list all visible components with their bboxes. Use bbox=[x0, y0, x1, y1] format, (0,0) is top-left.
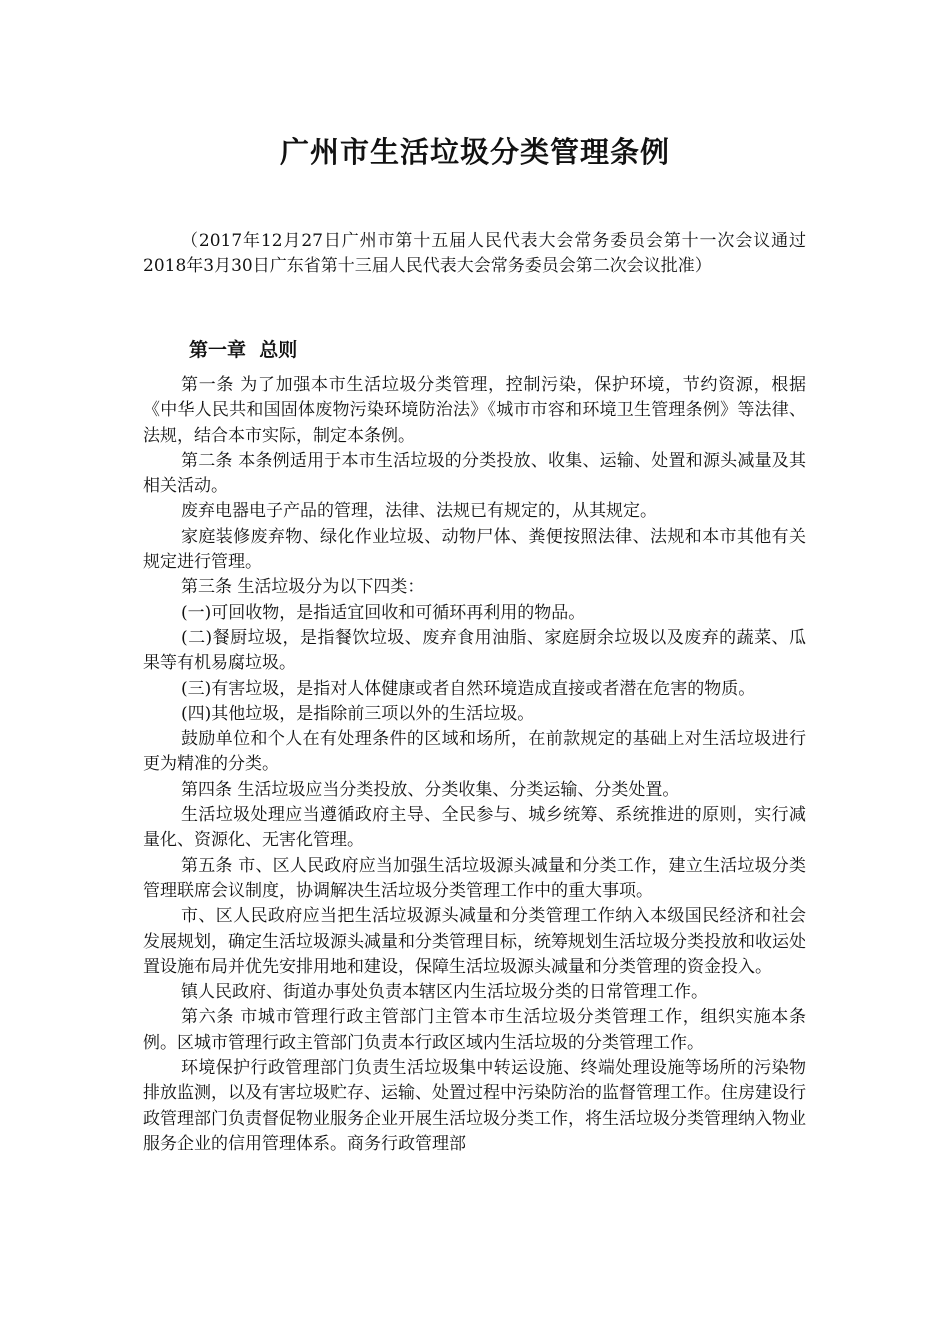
paragraph: (四)其他垃圾，是指除前三项以外的生活垃圾。 bbox=[181, 703, 535, 724]
paragraph: 家庭装修废弃物、绿化作业垃圾、动物尸体、粪便按照法律、法规和本市其他有关规定进行管理。 bbox=[143, 526, 806, 573]
paragraph: 第一条 为了加强本市生活垃圾分类管理，控制污染，保护环境，节约资源，根据《中华人民共和国固体废物污染环境防治法》《城市市容和环境卫生管理条例》等法律、法规，结合本市实际，制定本条例。 bbox=[143, 375, 806, 446]
paragraph: 第六条 市城市管理行政主管部门主管本市生活垃圾分类管理工作，组织实施本条例。区城市管理行政主管部门负责本行政区域内生活垃圾的分类管理工作。 bbox=[143, 1007, 806, 1053]
paragraph: 鼓励单位和个人在有处理条件的区域和场所，在前款规定的基础上对生活垃圾进行更为精准的分类。 bbox=[143, 729, 806, 775]
paragraph: (一)可回收物，是指适宜回收和可循环再利用的物品。 bbox=[181, 602, 586, 623]
document-title: 广州市生活垃圾分类管理条例 bbox=[279, 135, 670, 169]
document-subtitle: （2017年12月27日广州市第十五届人民代表大会常务委员会第十一次会议通过 2018年3月30日广东省第十三届人民代表大会常务委员会第二次会议批准） bbox=[143, 231, 806, 276]
paragraph: 第三条 生活垃圾分为以下四类： bbox=[181, 577, 425, 598]
paragraph: 第二条 本条例适用于本市生活垃圾的分类投放、收集、运输、处置和源头减量及其相关活动。 bbox=[143, 450, 806, 497]
paragraph: 市、区人民政府应当把生活垃圾源头减量和分类管理工作纳入本级国民经济和社会发展规划，确定生活垃圾源头减量和分类管理目标，统筹规划生活垃圾分类投放和收运处置设施布局并优先安排用地和建设，保障生活垃圾源头减量和分类管理的资金投入。 bbox=[143, 906, 806, 977]
paragraph: 生活垃圾处理应当遵循政府主导、全民参与、城乡统筹、系统推进的原则，实行减量化、资源化、无害化管理。 bbox=[143, 805, 806, 851]
paragraph: (三)有害垃圾，是指对人体健康或者自然环境造成直接或者潜在危害的物质。 bbox=[181, 678, 756, 699]
paragraph: 镇人民政府、街道办事处负责本辖区内生活垃圾分类的日常管理工作。 bbox=[181, 982, 708, 1003]
paragraph: 第五条 市、区人民政府应当加强生活垃圾源头减量和分类工作，建立生活垃圾分类管理联席会议制度，协调解决生活垃圾分类管理工作中的重大事项。 bbox=[143, 855, 806, 901]
paragraph: (二)餐厨垃圾，是指餐饮垃圾、废弃食用油脂、家庭厨余垃圾以及废弃的蔬菜、瓜果等有机易腐垃圾。 bbox=[143, 627, 806, 674]
document-body bbox=[143, 373, 806, 1157]
paragraph: 废弃电器电子产品的管理，法律、法规已有规定的，从其规定。 bbox=[181, 501, 657, 522]
paragraph: 环境保护行政管理部门负责生活垃圾集中转运设施、终端处理设施等场所的污染物排放监测，以及有害垃圾贮存、运输、处置过程中污染防治的监督管理工作。住房建设行政管理部门负责督促物业服务企业开展生活垃圾分类工作，将生活垃圾分类管理纳入物业服务企业的信用管理体系。商务行政管理部 bbox=[143, 1058, 806, 1154]
chapter-heading: 第一章 总则 bbox=[189, 339, 298, 361]
paragraph: 第四条 生活垃圾应当分类投放、分类收集、分类运输、分类处置。 bbox=[181, 779, 680, 800]
